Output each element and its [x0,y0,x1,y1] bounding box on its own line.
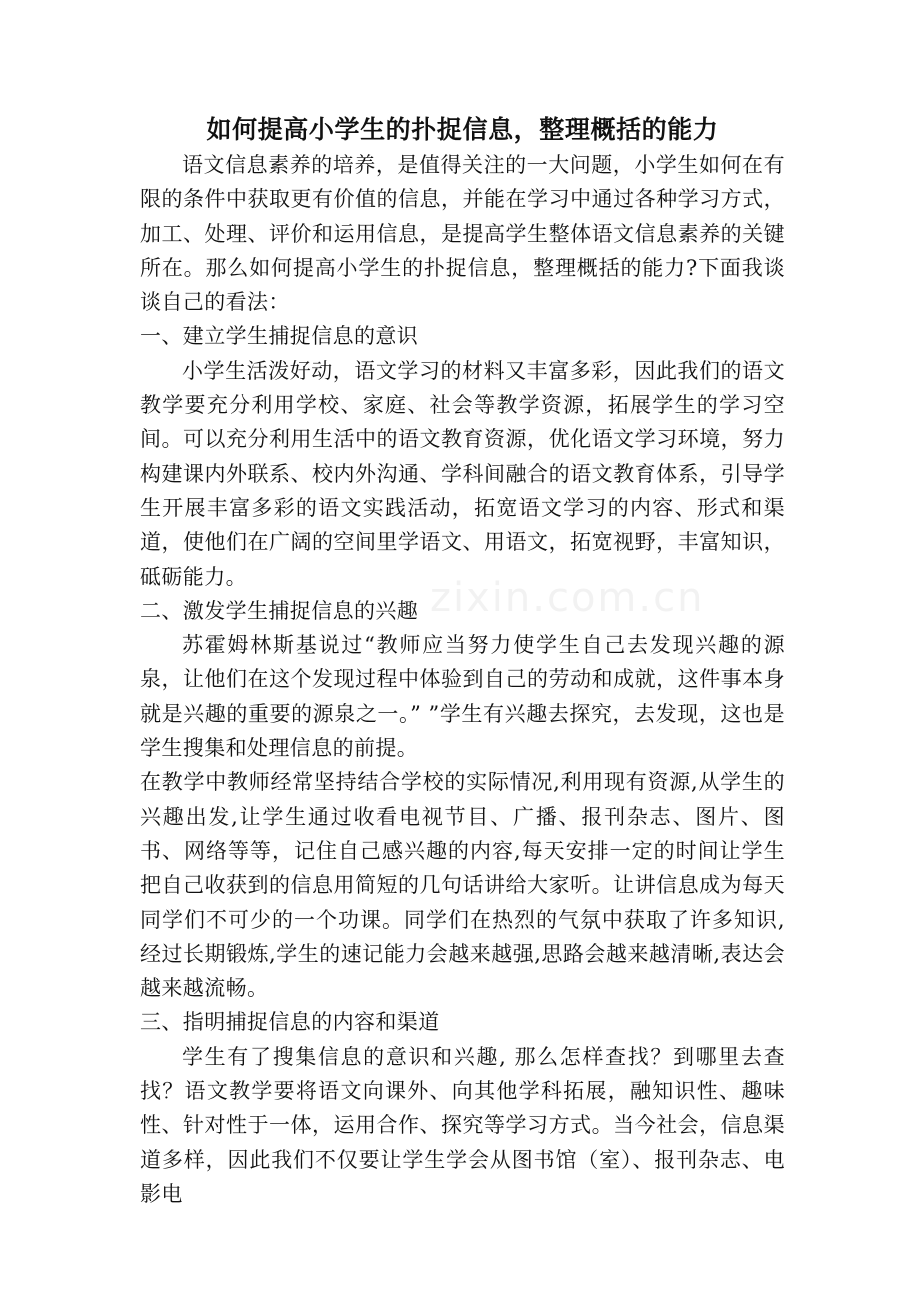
watermark: zixin.com.cn [430,575,705,621]
section-paragraph: 学生有了搜集信息的意识和兴趣, 那么怎样查找？到哪里去查找？语文教学要将语文向课外、向其他学科拓展，融知识性、趣味性、针对性于一体，运用合作、探究等学习方式。当今社会，信息渠道多样，因此我们不仅要让学生学会从图书馆（室）、报刊杂志、电影电 [140,1044,785,1206]
section-heading: 二、激发学生捕捉信息的兴趣 [140,598,419,623]
document-body [140,112,785,1211]
section-heading: 一、建立学生捕捉信息的意识 [140,324,419,349]
document-title: 如何提高小学生的扑捉信息，整理概括的能力 [206,115,719,144]
section-paragraph: 在教学中教师经常坚持结合学校的实际情况,利用现有资源,从学生的兴趣出发,让学生通过收看电视节目、广播、报刊杂志、图片、图书、网络等等，记住自己感兴趣的内容,每天安排一定的时间让学生把自己收获到的信息用简短的几句话讲给大家听。让讲信息成为每天同学们不可少的一个功课。同学们在热烈的气氛中获取了许多知识,经过长期锻炼,学生的速记能力会越来越强,思路会越来越清晰,表达会越来越流畅。 [140,770,785,1001]
section-heading: 三、指明捕捉信息的内容和渠道 [140,1010,440,1035]
section-paragraph: 苏霍姆林斯基说过“教师应当努力使学生自己去发现兴趣的源泉，让他们在这个发现过程中体验到自己的劳动和成就，这件事本身就是兴趣的重要的源泉之一。” ”学生有兴趣去探究，去发现，这也是学生搜集和处理信息的前提。 [140,633,785,761]
intro-paragraph: 语文信息素养的培养，是值得关注的一大问题，小学生如何在有限的条件中获取更有价值的信息，并能在学习中通过各种学习方式，加工、处理、评价和运用信息，是提高学生整体语文信息素养的关键所在。那么如何提高小学生的扑捉信息，整理概括的能力?下面我谈谈自己的看法： [140,153,785,315]
section-paragraph: 小学生活泼好动，语文学习的材料又丰富多彩，因此我们的语文教学要充分利用学校、家庭、社会等教学资源，拓展学生的学习空间。可以充分利用生活中的语文教育资源，优化语文学习环境，努力构建课内外联系、校内外沟通、学科间融合的语文教育体系，引导学生开展丰富多彩的语文实践活动，拓宽语文学习的内容、形式和渠道，使他们在广阔的空间里学语文、用语文，拓宽视野，丰富知识，砥砺能力。 [140,358,785,589]
